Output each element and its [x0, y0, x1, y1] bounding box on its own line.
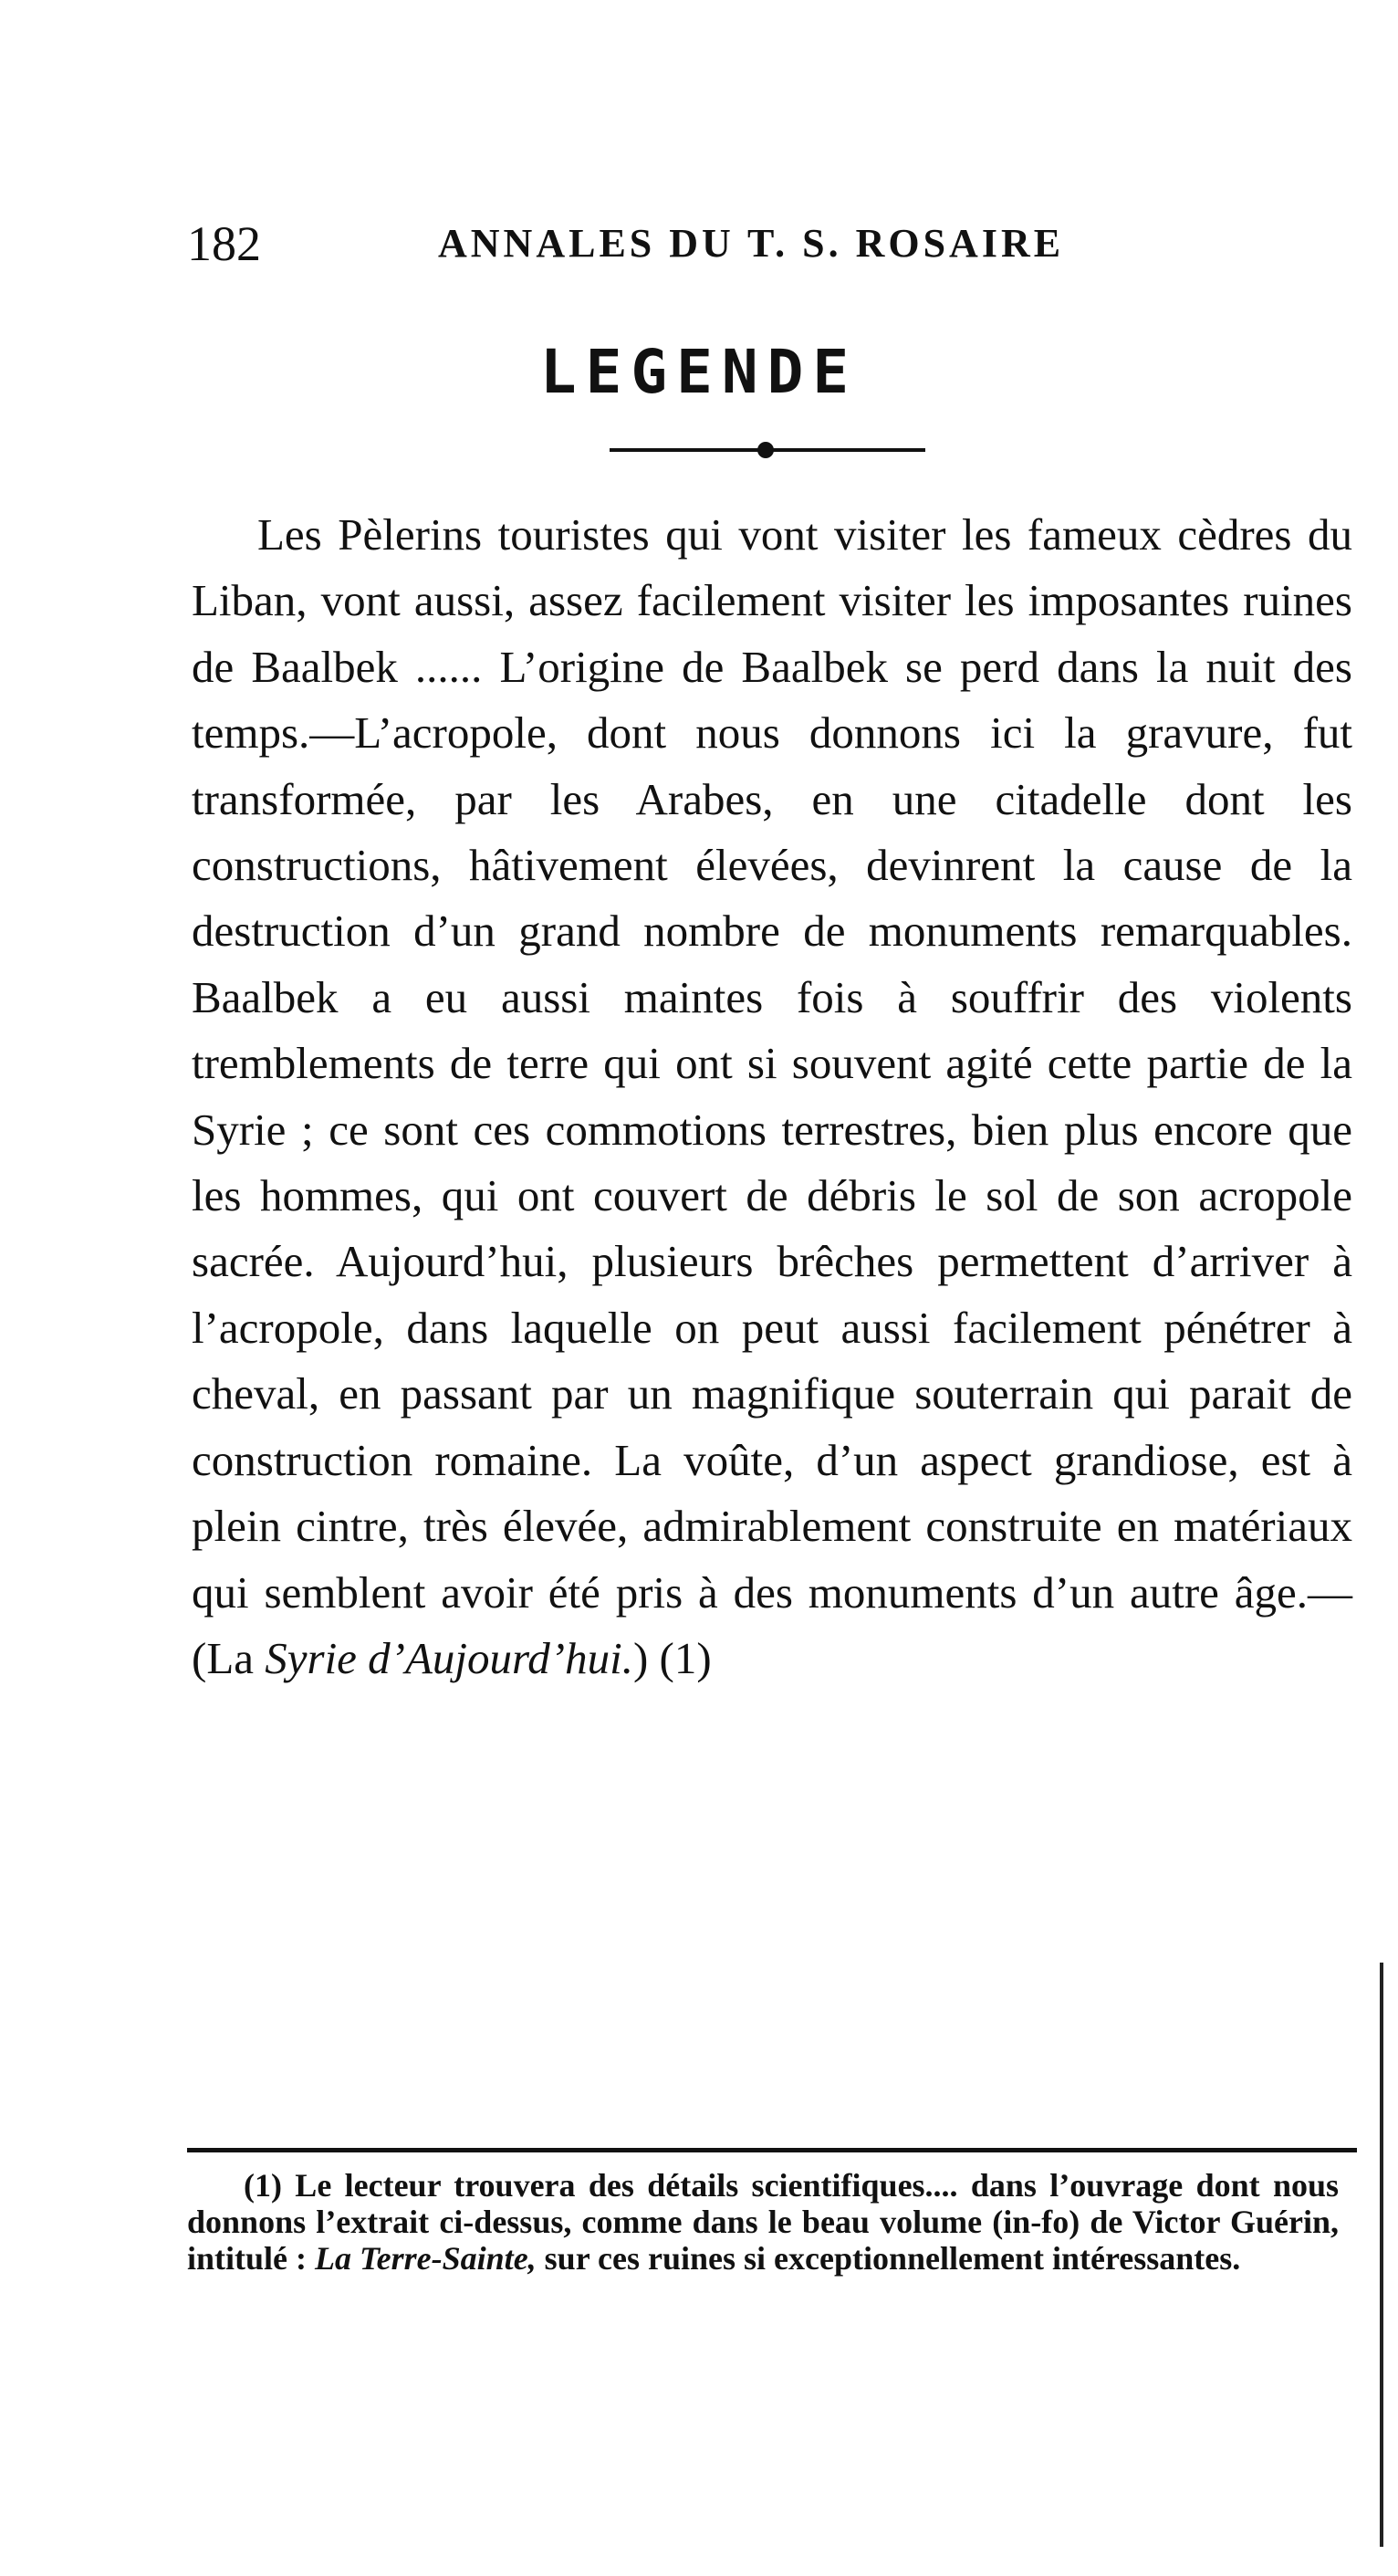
running-title: ANNALES DU T. S. ROSAIRE [438, 221, 1065, 266]
body-text-citation: Syrie d’Aujourd’hui. [265, 1632, 633, 1683]
footnote-divider [187, 2148, 1357, 2152]
body-paragraph [192, 502, 1352, 1691]
scan-margin-mark [1380, 1963, 1383, 2547]
footnote-text-main: (1) Le lecteur trouvera des détails scientifiques.... dans l’ouvrage dont nous donnons l’extrait ci-dessus, comme dans le beau volume (in-fo) de Victor Guérin, intitulé : [187, 2167, 1339, 2277]
body-text-main: Les Pèlerins touristes qui vont visiter les fameux cèdres du Liban, vont aussi, assez facilement visiter les imposantes ruines de Baalbek ...... L’origine de Baalbek se perd dans la nuit des temps.—L’acropole, dont nous donnons ici la gravure, fut transformée, par les Arabes, en une citadelle dont les constructions, hâtivement élevées, devinrent la cause de la destruction d’un grand nombre de monuments remarquables. Baalbek a eu aussi maintes fois à souffrir des violents tremblements de terre qui ont si souvent agité cette partie de la Syrie ; ce sont ces commotions terrestres, bien plus encore que les hommes, qui ont couvert de débris le sol de son acropole sacrée. Aujourd’hui, plusieurs brêches permettent d’arriver à l’acropole, dans laquelle on peut aussi facilement pénétrer à cheval, en passant par un magnifique souterrain qui parait de construction romaine. La voûte, d’un aspect grandiose, est à plein cintre, très élevée, admirablement construite en matériaux qui semblent avoir été pris à des monuments d’un autre âge.—(La [192, 509, 1352, 1683]
heading-ornament-dot [757, 442, 774, 458]
footnote-text-title: La Terre-Sainte, [315, 2240, 537, 2277]
section-heading: LEGENDE [539, 337, 859, 407]
footnote [187, 2167, 1339, 2277]
body-text-footnote-ref: ) (1) [632, 1632, 712, 1683]
running-head [187, 212, 1173, 276]
footnote-text-end: sur ces ruines si exceptionnellement intéressantes. [536, 2240, 1241, 2277]
page-number: 182 [187, 216, 261, 271]
